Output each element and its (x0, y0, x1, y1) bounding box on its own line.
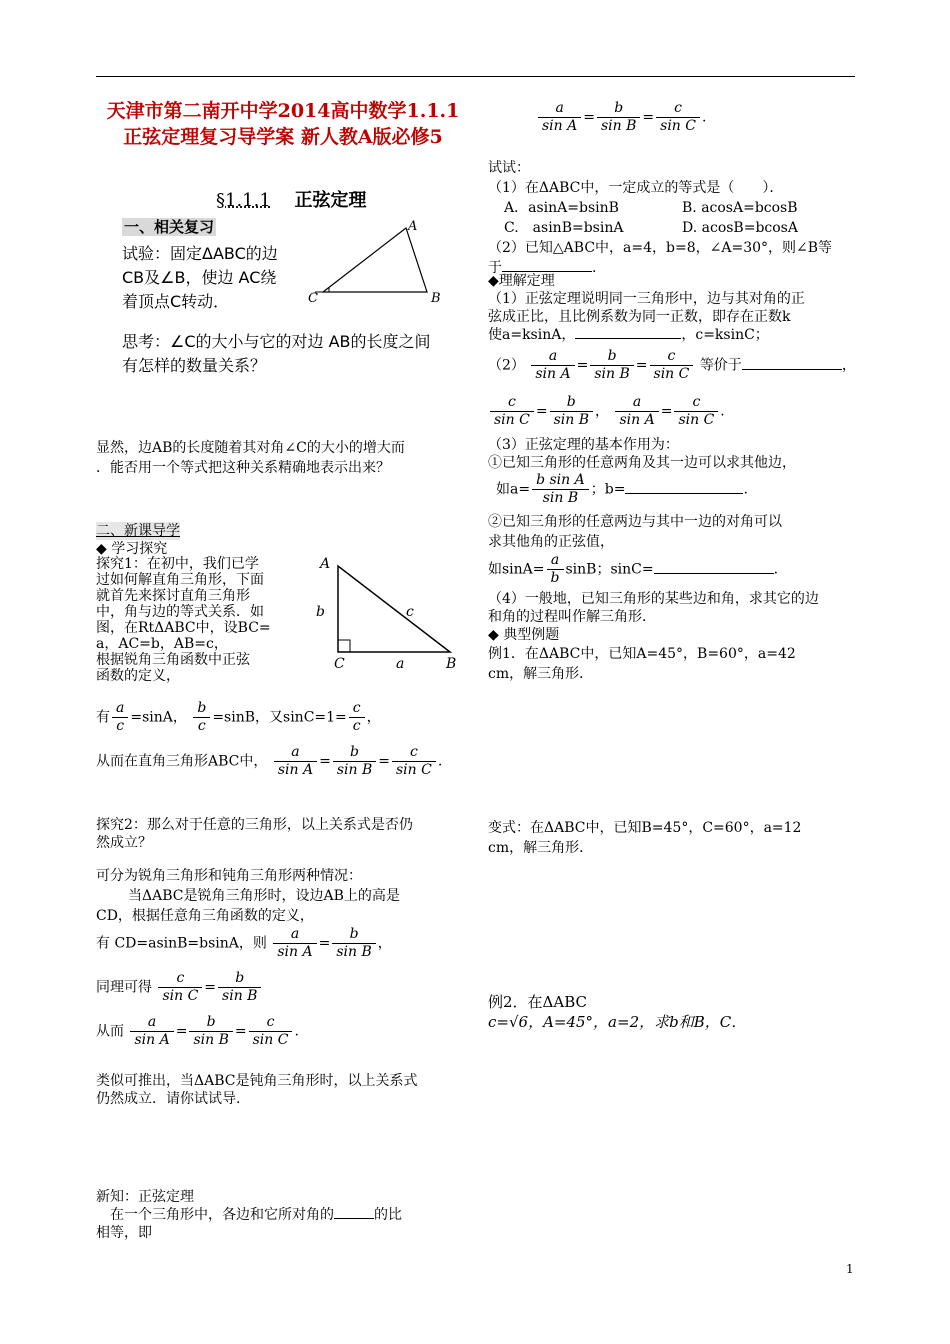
explore1-text: 探究1：在初中，我们已学 过如何解直角三角形，下面 就首先来探讨直角三角形 中，角与边的等式关系．如 图，在RtΔABC中，设BC= a，AC=b，AB=c， 根据锐角三角函数中正弦 函数的定义， (96, 556, 271, 684)
explore2-text: 探究2：那么对于任意的三角形，以上关系式是否仍 然成立？ (96, 817, 413, 851)
right-triangle-conclusion: 从而在直角三角形ABC中， $\frac{a}{\text{sin A}}$ = $\frac{b}{\text{sin B}}$ = $\frac{c}{\text{sin C}}$ . (96, 744, 443, 778)
basic-use-2: ②已知三角形的任意两边与其中一边的对角可以 求其他角的正弦值， (488, 514, 782, 550)
equivalence-line-2: $\frac{c}{\text{sin C}}$ = $\frac{b}{\text{sin B}}$ ， $\frac{a}{\text{sin A}}$ = $\frac{c}{\text{sin C}}$ . (488, 394, 725, 429)
hence-equation: 从而 $\frac{a}{\text{sin A}}$ = $\frac{b}{\text{sin B}}$ = $\frac{c}{\text{sin C}}$ . (96, 1014, 299, 1048)
cd-equation: 有 CD=asinB=bsinA，则 $\frac{a}{\text{sin A}}$ = $\frac{b}{\text{sin B}}$ ， (96, 926, 392, 960)
review-heading: 一、相关复习 (124, 218, 215, 236)
use-example-2: 如sinA= $\frac{a}{b}$ sinB；sinC= . (488, 552, 779, 586)
use-example-1: 如a= $\frac{\text{b sin A}}{\text{sin B}}$ ；b= . (496, 472, 748, 506)
explore1-equations: 有 $\frac{a}{c}$ =sinA， $\frac{b}{c}$ =sinB，又sinC=1= $\frac{c}{c}$ ， (96, 700, 381, 734)
similarly-equation: 同理可得 $\frac{c}{\text{sin C}}$ = $\frac{b}{\text{sin B}}$ (96, 970, 263, 1005)
svg-text:c: c (406, 604, 414, 620)
page-number: 1 (846, 1262, 854, 1276)
variation-1: 变式：在ΔABC中，已知B=45°，C=60°，a=12 cm，解三角形． (488, 820, 802, 856)
try-it-section: 试试： （1）在ΔABC中，一定成立的等式是（ ）． A．asinA=bsinB B. acosA=bcosB C. asinB=bsinA D. acosB=bcosA （2）已知△ABC中，a=4，b=8，∠A=30°，则∠B等 于 . (488, 160, 833, 276)
triangle-figure-1 (305, 218, 460, 308)
svg-text:B: B (446, 656, 457, 672)
example-2: 例2．在ΔABC c=√6，A=45°，a=2，求b和B，C． (488, 993, 747, 1031)
fig1-label-b: B (431, 291, 441, 306)
study-explore-label: ◆ 学习探究 (96, 541, 168, 557)
review-think: 思考：∠C的大小与它的对边 AB的长度之间 有怎样的数量关系？ (122, 332, 431, 375)
new-lesson-heading: 二、新课导学 (96, 523, 180, 539)
svg-text:A: A (320, 556, 331, 572)
new-knowledge: 新知：正弦定理 在一个三角形中，各边和它所对角的 的比 相等，即 (96, 1189, 402, 1241)
review-obvious: 显然，边AB的长度随着其对角∠C的大小的增大而 ．能否用一个等式把这种关系精确地表示出来？ (96, 440, 405, 476)
header-rule (96, 76, 855, 77)
equivalence-line: （2） $\frac{a}{\text{sin A}}$ = $\frac{b}{\text{sin B}}$ = $\frac{c}{\text{sin C}}$ 等价于 ， (488, 348, 856, 382)
example-1: 例1．在ΔABC中，已知A=45°，B=60°，a=42 cm，解三角形． (488, 646, 796, 682)
fig1-label-a: A (408, 219, 418, 234)
review-text: 试验：固定ΔABC的边 CB及∠B，使边 AC绕 着顶点C转动． (122, 244, 278, 311)
general-solving: （4）一般地，已知三角形的某些边和角，求其它的边 和角的过程叫作解三角形． ◆ 典型例题 (488, 591, 819, 643)
acute-case-text: 可分为锐角三角形和钝角三角形两种情况： 当ΔABC是锐角三角形时，设边AB上的高是 CD，根据任意角三角函数的定义， (96, 868, 400, 924)
document-title: 天津市第二南开中学2014高中数学1.1.1 正弦定理复习导学案 新人教A版必修5 (106, 100, 460, 148)
right-triangle-figure (312, 552, 467, 677)
understand-theorem: ◆理解定理 （1）正弦定理说明同一三角形中，边与其对角的正 弦成正比，且比例系数为同一正数，即存在正数k 使a=ksinA， ，c=ksinC； (488, 273, 805, 343)
basic-use: （3）正弦定理的基本作用为： ①已知三角形的任意两角及其一边可以求其他边， (488, 437, 796, 471)
obtuse-case-text: 类似可推出，当ΔABC是钝角三角形时，以上关系式 仍然成立．请你试试导. (96, 1073, 418, 1107)
section-heading: §1.1.1 正弦定理 (216, 190, 367, 211)
svg-text:b: b (316, 604, 325, 620)
fig1-label-c: C (308, 291, 318, 306)
sine-law-formula: $\frac{a}{\text{sin A}}$ = $\frac{b}{\text{sin B}}$ = $\frac{c}{\text{sin C}}$ . (536, 100, 706, 135)
svg-text:C: C (334, 656, 345, 672)
svg-text:a: a (396, 656, 405, 672)
